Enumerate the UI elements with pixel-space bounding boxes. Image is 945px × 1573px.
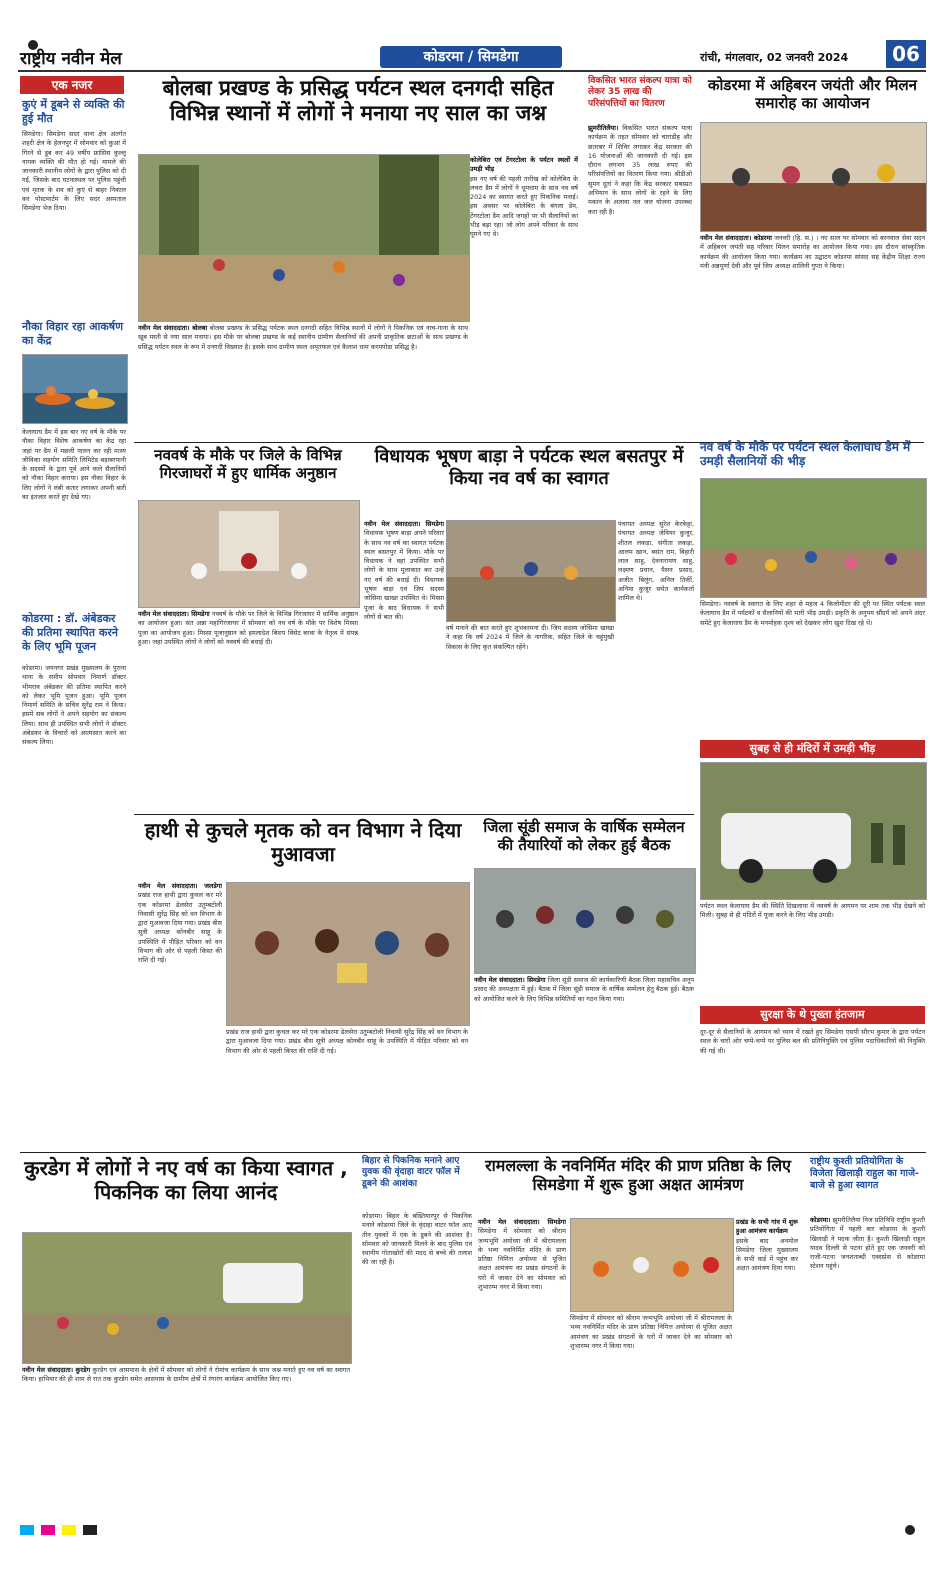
section-title: कोडरमा / सिमडेगा bbox=[380, 46, 562, 68]
lead-byline: नवीन मेल संवाददाता। बोलबा bbox=[138, 324, 208, 332]
wrestling-headline: राष्ट्रीय कुश्ती प्रतियोगिता के विजेता खिलाड़ी राहुल का गाजे-बाजे से हुआ स्वागत bbox=[810, 1156, 919, 1191]
dam-subhead-bar: सुबह से ही मंदिरों में उमड़ी भीड़ bbox=[700, 740, 925, 758]
yellow-swatch bbox=[62, 1525, 76, 1535]
dam-body-3: दूर-दूर से सैलानियों के आगमन को ध्यान में रखते हुए सिमडेगा एसपी सौरभ कुमार के द्वारा पर्यटन स्थल के चारों ओर चप्पे-चप्पे पर पुलिस बल की प्रतिनियुक्ति एवं पुलिस पदाधिकारियों की नियुक्ति की गई थी। bbox=[700, 1028, 925, 1055]
drowning-headline: बिहार से पिकनिक मनाने आए युवक की वृंदाहा वाटर फॉल में डूबने की आशंका bbox=[362, 1156, 460, 1189]
mla-body bbox=[364, 520, 444, 640]
temple-subhead: प्रखंड के सभी गांव में शुरू हुआ आमंत्रण कार्यक्रम bbox=[736, 1218, 798, 1236]
suv-photo bbox=[700, 762, 927, 900]
brief-headline: कोडरमा : डॉ. अंबेडकर की प्रतिमा स्थापित करने के लिए भूमि पूजन bbox=[22, 612, 118, 653]
mla-body-2: वर्ष मनाने की बात करते हुए शुभकामना दी। जिप सदस्य जोसिमा खाखा ने कहा कि वर्ष 2024 में जिले के नागरिक, सहित जिले के चहुंमुखी विकास के लिए कृत संकल्पित रहेंगे। bbox=[446, 624, 614, 651]
sankalp-headline: विकसित भारत संकल्प यात्रा को लेकर 35 लाख की परिसंपत्तियों का वितरण bbox=[588, 76, 692, 109]
brief-body: कोडरमा। जयनगर प्रखंड मुख्यालय के पुराना थाना के समीप सोमवार निमार्ण डॉक्टर भीमराव अंबेडकर की प्रतिमा स्थापित करने को लेकर भूमि पूजन हुआ। भूमि पूजन निमार्ण समिति के सचिव सुरेंद्र राम ने किया। इसमें सब लोगों ने अपने सहयोग का संकल्प लिया। साथ ही उपस्थित सभी लोगों ने डॉक्टर अंबेडकर के विचारों को आत्मसात करने का संकल्प लिया। bbox=[22, 664, 126, 747]
mla-photo bbox=[446, 520, 616, 622]
black-swatch bbox=[83, 1525, 97, 1535]
elephant-text: प्रखंड राज हाथी द्वारा कुचल कर मरे एक कोडरमा ढेलसेरा उतुम्बटोली निवासी सुरेंद्र सिंह को वन विभाग के द्वारा मुआवजा दिया गया। प्रखंड बीस सूत्री अध्यक्ष कोनबीर साहू के उपस्थिति में पीड़ित परिवार को वन विभाग की ओर से पहली किस्त की राशि दी गई। bbox=[138, 891, 222, 965]
temple-byline: नवीन मेल संवाददाता। सिमडेगा bbox=[478, 1218, 566, 1226]
sankalp-body bbox=[588, 124, 692, 438]
page-number: 06 bbox=[886, 40, 926, 68]
samaj-text: जिला सूंडी समाज की कार्यकारिणी बैठक जिला महासचिव अनूप प्रसाद की अध्यक्षता में हुई। बैठक में जिला सूंडी समाज के वार्षिक सम्मेलन हेतु बैठक हुई। बैठक को आयोजित करने के लिए विभिन्न समितियों का गठन किया गया। bbox=[474, 976, 694, 1003]
samaj-byline: नवीन मेल संवाददाता। सिमडेगा bbox=[474, 976, 546, 984]
dam-headline: नव वर्ष के मौके पर पर्यटन स्थल केलाघाघ डैम में उमड़ी सैलानियों की भीड़ bbox=[700, 440, 911, 469]
drowning-body: कोडरमा। बिहार के बख्तियारपुर से पिकनिक मनाने कोडरमा जिले के वृंदाहा वाटर फॉल आए तीन युवकों में एक के डूबने की आशंका है। सोमवार को जानकारी मिलने के बाद पुलिस एवं स्थानीय गोताखोरों की मदद से बच्चे की तलाश की जा रही है। bbox=[362, 1212, 472, 1267]
church-headline: नववर्ष के मौके पर जिले के विभिन्न गिरजाघरों में हुए धार्मिक अनुष्ठान bbox=[154, 446, 342, 482]
security-subhead-bar: सुरक्षा के थे पुख्ता इंतजाम bbox=[700, 1006, 925, 1024]
brief-headline: कुएं में डूबने से व्यक्ति की हुई मौत bbox=[22, 98, 125, 125]
church-photo bbox=[138, 500, 360, 608]
paper-name: राष्ट्रीय नवीन मेल bbox=[20, 49, 122, 69]
brief-body: सिमडेगा। सिमडेगा सदर थाना क्षेत्र अंतर्गत शहरी क्षेत्र के हेलनपुर में सोमवार को कुआं में गिरने से डूब कर 49 वर्षीय फ्रांसिस कुल्लू नामक व्यक्ति की मौत हो गई। मामले की जानकारी स्थानीय लोगों के द्वारा पुलिस को दी गई, जिसके बाद घटनास्थल पर पुलिस पहुंची एवं मृतक के शव को कुएं से बाहर निकाल कर पोस्टमार्टम के लिए सदर अस्पताल सिमडेगा भेज दिया। bbox=[22, 130, 126, 213]
kurdeg-body bbox=[22, 1366, 350, 1516]
temple-sub-text: इसके बाद अनमोल सिमडेगा जिला मुख्यालय के सभी वार्ड में पहुंच कर अक्षत आमंत्रण दिया गया। bbox=[736, 1236, 798, 1273]
lead-sub-text: इस नए वर्ष की पहली तारीख को कोलेबिरा के लचरा डैम में लोगों ने धूमधाम के साथ नव वर्ष 2024 का स्वागत करते हुए पिकनिक मनाई। इस अवसर पर कोलेबिरा के बंगला डेम, टेंगरटोला डैम आदि जगहों पर भी सैलानियों का भीड़ बढ़ा रहा। जो लोग अपने परिवार के साथ घूमने गए थे। bbox=[470, 174, 578, 239]
compensation-photo bbox=[226, 882, 470, 1026]
ek-nazar-label: एक नजर bbox=[20, 76, 124, 94]
temple-body bbox=[478, 1218, 566, 1516]
divider bbox=[134, 814, 694, 815]
church-text: नववर्ष के मौके पर जिले के विभिन्न गिरजाघर में धार्मिक अनुष्ठान का आयोजन हुआ। संत अन्ना महागिरजाघर में सोमवार को नव वर्ष के मौके पर विशेष मिस्सा पूजा का आयोजन हुआ। मिस्सा पूजानुष्ठान को हमलादेश बिशप विंसेट बरवा के नेतृत्व में संपन्न हुआ। जहां उपस्थित लोगों ने लोगों को नववर्ष की बधाई दी। bbox=[138, 610, 358, 646]
sankalp-byline: झुमरीतिलैया। bbox=[588, 124, 619, 132]
church-byline: नवीन मेल संवाददाता। सिमडेगा bbox=[138, 610, 210, 618]
lead-sub-body bbox=[470, 156, 578, 438]
mla-names: पंचायत अध्यक्ष सुरेश केरकेट्टा, पंचायत अध्यक्ष जेवियर कुजूर, शीतल लकड़ा, संगीता लकड़ा, आलम खान, बसंत राम, बिहारी लाल साहु, देवनारायण साहु, लक्ष्मण प्रधान, पैसन प्रसाद, अजीत बिलुंग, अनिल तिर्की, अनिमा कुजूर समेत कार्यकर्ता शामिल थे। bbox=[618, 520, 694, 603]
lead-body bbox=[138, 324, 468, 438]
wrestling-text: झुमरीतिलैया निज प्रतिनिधि राष्ट्रीय कुश्ती प्रतियोगिता में पहली बार कोडरमा के कुश्ती खिलाड़ी ने पदक जीता है। कुश्ती खिलाड़ी राहुल यादव दिल्ली से पटना होते हुए एक जनवरी को राजी-पटना जनशताब्दी एक्सप्रेस से कोडरमा स्टेशन पहुंचे। bbox=[810, 1216, 925, 1271]
temple-headline: रामलल्ला के नवनिर्मित मंदिर की प्राण प्रतिष्ठा के लिए सिमडेगा में शुरू हुआ अक्षत आमंत्रण bbox=[485, 1156, 791, 1195]
elephant-headline: हाथी से कुचले मृतक को वन विभाग ने दिया मुआवजा bbox=[144, 818, 462, 866]
elephant-body-2: प्रखंड राज हाथी द्वारा कुचल कर मरे एक कोडरमा ढेलसेरा उतुम्बटोली निवासी सुरेंद्र सिंह को वन विभाग के द्वारा मुआवजा दिया गया। प्रखंड बीस सूत्री अध्यक्ष कोनबीर साहू के उपस्थिति में पीड़ित परिवार को वन विभाग की ओर से पहली किस्त की राशि दी गई। bbox=[226, 1028, 468, 1055]
kurdeg-headline: कुरडेग में लोगों ने नए वर्ष का किया स्वागत , पिकनिक का लिया आनंद bbox=[24, 1156, 348, 1204]
lead-subhead: कोलेबिरा एवं टेंगरटोला के पर्यटन स्थलों में उमड़ी भीड़ bbox=[470, 156, 578, 174]
divider bbox=[20, 1152, 926, 1153]
magenta-swatch bbox=[41, 1525, 55, 1535]
mla-byline: नवीन मेल संवाददाता। सिमडेगा bbox=[364, 520, 444, 528]
temple-body-2: सिमडेगा में सोमवार को श्रीराम जन्मभूमि अयोध्या जी में श्रीरामलला के भव्य नवनिर्मित मंदिर के प्राण प्रतिष्ठा निमित्त अयोध्या से पूजित अक्षत आमंत्रण का प्रखंड संगठनों के घरों में जाकर देने का सोमवार को शुभारम्भ नगर में किया गया। bbox=[570, 1314, 732, 1350]
dam-body-2: पर्यटन स्थल केलाघाघ डैम की स्थिति दिखलाया में नववर्ष के आगमन पर शाम तक भीड़ देखने को मिली। सुबह से ही मंदिरों में पूजा करने के लिए भीड़ उमड़ी। bbox=[700, 902, 925, 920]
mla-text: विधायक भूषण बाड़ा अपने परिवार के साथ नव वर्ष का स्वागत पर्यटक स्थल बसतपुर में किया। मौके पर विधायक ने वहां उपस्थित सभी लोगों के साथ मुलाकात कर उन्हें नए वर्ष की बधाई दी। विधायक भूषण बाड़ा एवं जिप सदस्य जोसिमा खाखा उपस्थित थे। मिस्सा पूजा के बाद विधायक ने सभी लोगों से बात की। bbox=[364, 529, 444, 621]
boating-photo bbox=[22, 354, 128, 424]
wrestling-body bbox=[810, 1216, 925, 1516]
cyan-swatch bbox=[20, 1525, 34, 1535]
kurdeg-byline: नवीन मेल संवाददाता। कुरडेग bbox=[22, 1366, 91, 1374]
elephant-body bbox=[138, 882, 222, 1150]
ahibaran-byline: नवीन मेल संवाददाता। कोडरमा bbox=[700, 234, 772, 242]
ahibaran-headline: कोडरमा में अहिबरन जयंती और मिलन समारोह का आयोजन bbox=[708, 76, 917, 112]
samaj-meeting-photo bbox=[474, 868, 696, 974]
lead-text: बोलबा प्रखण्ड के प्रसिद्ध पर्यटक स्थल दनगदी सहित विभिन्न स्थानों में लोगों ने पिकनिक एवं नाच-गाना के साथ खूब मस्ती से नया साल मनाया। इस मौके पर बोलबा प्रखण्ड के कई स्थानीय ग्रामीण सैलानियों की अपनी प्राकृतिक छटाओं के साथ प्रखण्ड के प्रसिद्ध पर्यटन स्थल के रूप में दनगदी विख्यात है। इसके साथ ग्रामीण स्थल अमृतफल एवं कैलाश धाम करमपोडा प्रसिद्ध है। bbox=[138, 324, 468, 351]
dam-crowd-photo bbox=[700, 478, 927, 598]
temple-sub bbox=[736, 1218, 798, 1516]
dam-body: सिमडेगा। नववर्ष के स्वागत के लिए शहर से महज 4 किलोमीटर की दूरी पर स्थित पर्यटक स्थल केलाघाघ डैम में पर्यटकों व सैलानियों की भारी भीड़ उमड़ी। प्रकृति के अनुपम सौंदर्य को अपने अंदर समेटे हुए केलाघाघ डैम के मनमोहक दृश्य को देखकर लोग खुश दिख रहे थे। bbox=[700, 600, 925, 627]
ahibaran-body bbox=[700, 234, 925, 434]
ahibaran-text: जनवरी (हि. स.) । नए साल पर सोमवार को बरनवाल सेवा सदन में अहिबरन जयंती सह परिवार मिलन समारोह का आयोजन किया गया। इस दौरान सांस्कृतिक कार्यक्रम की आयोजन किया गया। कार्यक्रम का उद्घाटन कोडरमा सांसद सह केंद्रीय शिक्षा राज्य मंत्री अन्नपूर्णा देवी और पूर्व जिप अध्यक्ष शालिनी गुप्ता ने किया। bbox=[700, 234, 925, 270]
temple-text: सिमडेगा में सोमवार को श्रीराम जन्मभूमि अयोध्या जी में श्रीरामलला के भव्य नवनिर्मित मंदिर के प्राण प्रतिष्ठा निमित्त अयोध्या से पूजित अक्षत आमंत्रण का प्रखंड संगठनों के घरों में जाकर देने का सोमवार को शुभारम्भ नगर में किया गया। bbox=[478, 1227, 566, 1291]
brief-body: केलाघाघ डैम में इस बार नए वर्ष के मौके पर नौका विहार विशेष आकर्षण का केंद्र रहा जहां पर डैम में मछली पालन कर रही मत्स्य जीविका सहयोग समिति लिमिटेड बड़ाबरपानी के सदस्यों के द्वारा पूर्व आने वाले सैलानियों को नौका विहार कराया। इस नौका विहार के लिए लोगों ने लंबी कतार लगाकर अपनी बारी का इंतजार करते हुए देखे गए। bbox=[22, 428, 126, 501]
color-strip bbox=[20, 1520, 926, 1534]
church-body bbox=[138, 610, 358, 810]
elephant-byline: नवीन मेल संवाददाता। जलडेगा bbox=[138, 882, 222, 890]
kurdeg-text: कुरडेग एवं आसपास के क्षेत्रों में सोमवार को लोगों ने रोमांच कार्यक्रम के साथ जश्न मनाते हुए नव वर्ष का स्वागत किया। हाथियार की ही शाम से रात तक कुरडेग समेत आसपास के ग्रामीण क्षेत्रों में रंगारंग कार्यक्रम आयोजित किए गए। bbox=[22, 1366, 350, 1384]
lead-headline: बोलबा प्रखण्ड के प्रसिद्ध पर्यटन स्थल दनगदी सहित विभिन्न स्थानों में लोगों ने मनाया नए साल का जश्न bbox=[162, 76, 554, 126]
wrestling-byline: कोडरमा। bbox=[810, 1216, 831, 1224]
samaj-headline: जिला सूंडी समाज के वार्षिक सम्मेलन की तैयारियों को लेकर हुई बैठक bbox=[483, 818, 685, 854]
akshat-photo bbox=[570, 1218, 734, 1312]
kurdeg-picnic-photo bbox=[22, 1232, 352, 1364]
mla-headline: विधायक भूषण बाड़ा ने पर्यटक स्थल बसतपुर में किया नव वर्ष का स्वागत bbox=[374, 446, 684, 489]
brief-headline: नौका विहार रहा आकर्षण का केंद्र bbox=[22, 320, 124, 347]
sankalp-text: विकसित भारत संकल्प यात्रा कार्यक्रम के तहत सोमवार को चाराडीह और छतरबर में शिविर लगाकर केंद्र सरकार की 16 योजनाओं की जानकारी दी गई। इस दौरान लगभग 35 लाख रुपए की परिसंपत्तियों का वितरण किया गया। श्रीडीओ सुमन दूतां ने कहा कि केंद्र सरकार सबस्प्रत अभियान के साथ लोगों के रहने के लिए मकान के अलावा नल जल योजना उपलब्ध करा रही है। bbox=[588, 124, 692, 216]
samaj-body bbox=[474, 976, 694, 1150]
dateline: रांची, मंगलवार, 02 जनवरी 2024 bbox=[700, 51, 849, 64]
picnic-crowd-photo bbox=[138, 154, 470, 322]
ahibaran-photo bbox=[700, 122, 927, 232]
